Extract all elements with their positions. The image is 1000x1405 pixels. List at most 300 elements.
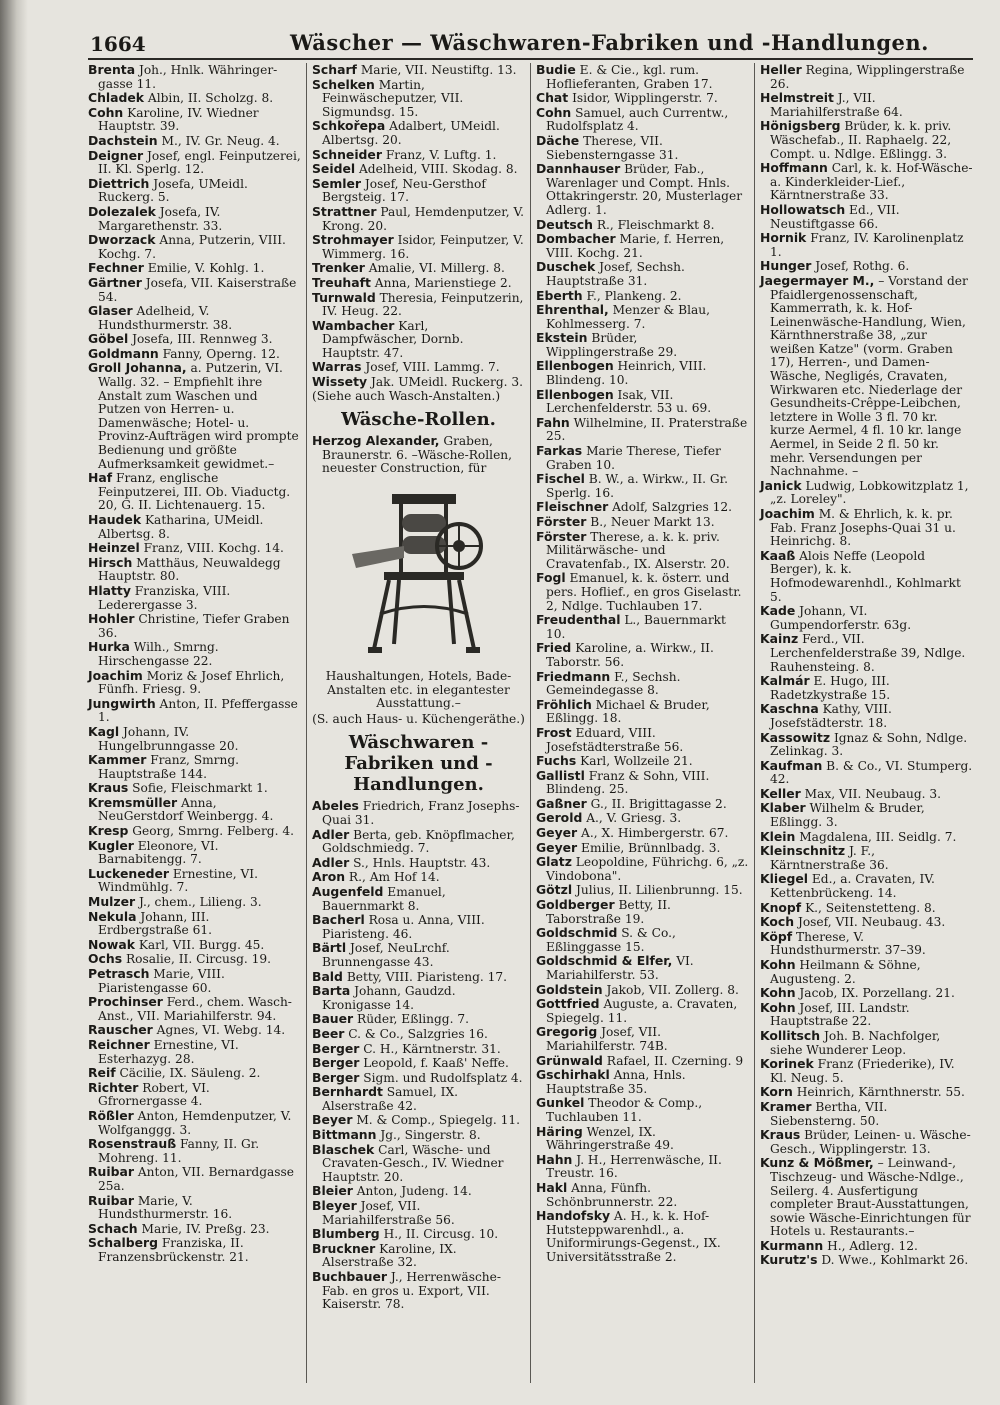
entry-text: – Leinwand-, Tischzeug- und Wäsche-Ndlge., Seilerg. 4. Ausfertigung completer Braut-Ausstattungen, sowie Wäsche-Einrichtungen für Hotels u. Restaurants.–	[770, 1156, 971, 1239]
directory-entry	[536, 303, 749, 331]
directory-entry	[312, 291, 525, 319]
entry-text: Johann, VI. Gumpendorferstr. 63g.	[770, 604, 912, 632]
directory-entry	[760, 844, 973, 872]
entry-name: Korinek	[760, 1056, 814, 1072]
directory-entry	[760, 930, 973, 958]
entry-name: Geyer	[536, 839, 578, 855]
directory-entry	[760, 63, 973, 91]
entry-name: Kagl	[88, 723, 120, 739]
entry-name: Schkořepa	[312, 118, 386, 134]
entry-name: Bleyer	[312, 1198, 357, 1214]
entry-name: Kliegel	[760, 871, 809, 887]
directory-entry	[536, 162, 749, 217]
entry-name: Reif	[88, 1065, 116, 1081]
directory-entry	[536, 1054, 749, 1069]
entry-name: Turnwald	[312, 289, 376, 305]
directory-entry	[536, 855, 749, 883]
entry-text: Franziska, VIII. Lederergasse 3.	[98, 583, 231, 612]
entry-name: Barta	[312, 983, 351, 999]
entry-text: Anna, Marienstiege 2.	[374, 275, 512, 290]
directory-entry	[88, 1236, 301, 1264]
entry-text: Anna, Fünfh. Schönbrunnerstr. 22.	[546, 1180, 678, 1209]
entry-name: Hornik	[760, 230, 807, 246]
entry-text: Anna, NeuGerstdorf Weinbergg. 4.	[98, 795, 274, 824]
directory-entry	[760, 203, 973, 231]
entry-text: Julius, II. Lilienbrunng. 15.	[575, 883, 743, 898]
directory-entry	[88, 304, 301, 332]
directory-entry	[536, 726, 749, 754]
column-divider	[306, 63, 307, 1383]
entry-name: Knopf	[760, 899, 802, 915]
entry-text: Franz, englische Feinputzerei, III. Ob. Viaductg. 20, G. II. Lichtenauerg. 15.	[98, 471, 291, 513]
entry-name: Augenfeld	[312, 883, 384, 899]
entry-text: Max, VII. Neubaug. 3.	[804, 786, 942, 801]
entry-text: Josef, Sechsh. Hauptstraße 31.	[546, 260, 685, 288]
entry-text: Amalie, VI. Millerg. 8.	[368, 261, 505, 276]
entry-name: Trenker	[312, 260, 365, 276]
entry-name: Nekula	[88, 908, 137, 924]
directory-entry	[536, 841, 749, 856]
entry-name: Dombacher	[536, 231, 616, 247]
entry-name: Göbel	[88, 331, 129, 347]
directory-entry	[760, 632, 973, 674]
directory-entry	[760, 702, 973, 730]
entry-name: Goldschmid & Elfer,	[536, 953, 673, 969]
entry-text: Karl, VII. Burgg. 45.	[138, 937, 265, 952]
entry-name: Ochs	[88, 951, 123, 967]
entry-name: Bleier	[312, 1183, 353, 1199]
entry-name: Fröhlich	[536, 696, 592, 712]
entry-name: Fleischner	[536, 499, 609, 515]
entry-name: Kugler	[88, 837, 134, 853]
entry-name: Glatz	[536, 854, 572, 870]
directory-entry	[760, 986, 973, 1001]
directory-entry	[88, 332, 301, 347]
entry-text: J., Herrenwäsche-Fab. en gros u. Export, VII. Kaiserstr. 78.	[322, 1270, 501, 1312]
entry-name: Heinzel	[88, 540, 140, 556]
entry-name: Abeles	[312, 798, 359, 814]
directory-entry	[88, 134, 301, 149]
entry-name: Kurmann	[760, 1237, 824, 1253]
entry-text: Betty, II. Taborstraße 19.	[546, 898, 671, 926]
column-divider	[754, 63, 755, 1383]
entry-name: Bernhardt	[312, 1084, 383, 1100]
directory-entry	[312, 1027, 525, 1042]
directory-entry	[536, 926, 749, 954]
entry-text: Leopoldine, Führichg. 6, „z. Vindobona".	[546, 855, 749, 883]
entry-text: Menzer & Blau, Kohlmesserg. 7.	[546, 303, 711, 331]
entry-text: Brüder, k. k. priv. Wäschefab., II. Raphaelg. 22, Compt. u. Ndlge. Eßlingg. 3.	[770, 119, 952, 161]
directory-entry	[312, 1199, 525, 1227]
entry-name: Hohler	[88, 611, 135, 627]
directory-entry	[88, 753, 301, 781]
entry-name: Klein	[760, 828, 796, 844]
entry-name: Wambacher	[312, 317, 395, 333]
entry-text: Josef, Rothg. 6.	[815, 259, 910, 274]
entry-name: Gottfried	[536, 996, 600, 1012]
entry-text: Fanny, II. Gr. Mohreng. 11.	[98, 1137, 260, 1165]
directory-entry	[312, 1143, 525, 1185]
directory-entry	[536, 1153, 749, 1181]
directory-entry	[88, 1023, 301, 1038]
entry-name: Heller	[760, 62, 802, 77]
directory-entry	[88, 781, 301, 796]
directory-entry	[760, 1239, 973, 1254]
entry-text: Kathy, VIII. Josefstädterstr. 18.	[770, 702, 892, 730]
entry-name: Kollitsch	[760, 1027, 821, 1043]
directory-entry	[760, 1156, 973, 1239]
entry-name: Grünwald	[536, 1052, 603, 1068]
entry-name: Eberth	[536, 287, 583, 303]
directory-entry	[760, 731, 973, 759]
directory-entry	[536, 1068, 749, 1096]
entry-text: Ludwig, Lobkowitzplatz 1, „z. Loreley".	[770, 478, 969, 507]
entry-text: Therese, V. Hundsthurmerstr. 37–39.	[770, 929, 926, 958]
directory-entry	[88, 1066, 301, 1081]
directory-entry	[88, 1081, 301, 1109]
entry-text: Samuel, auch Currentw., Rudolfsplatz 4.	[546, 105, 729, 134]
directory-entry	[536, 91, 749, 106]
entry-name: Däche	[536, 132, 580, 148]
directory-entry	[88, 1137, 301, 1165]
entry-text: Wenzel, IX. Währingerstraße 49.	[546, 1124, 674, 1153]
directory-entry	[312, 360, 525, 375]
directory-entry	[88, 205, 301, 233]
entry-name: Kohn	[760, 999, 796, 1015]
directory-entry	[312, 984, 525, 1012]
entry-text: Paul, Hemdenputzer, V. Krong. 20.	[322, 204, 525, 233]
entry-name: Strattner	[312, 203, 377, 219]
entry-text: Katharina, UMeidl. Albertsg. 8.	[98, 513, 264, 541]
entry-text: Samuel, IX. Alserstraße 42.	[322, 1085, 458, 1113]
directory-entry	[760, 958, 973, 986]
directory-entry	[760, 915, 973, 930]
entry-text: Marie, V. Hundsthurmerstr. 16.	[98, 1193, 233, 1222]
directory-entry	[760, 259, 973, 274]
directory-entry	[536, 898, 749, 926]
entry-text: Brüder, Leinen- u. Wäsche-Gesch., Wipplingerstr. 13.	[770, 1128, 971, 1156]
entry-name: Deutsch	[536, 216, 593, 232]
entry-text: Anna, Hnls. Hauptstraße 35.	[546, 1068, 686, 1096]
entry-text: Ferd., chem. Wasch-Anst., VII. Mariahilferstr. 94.	[98, 995, 292, 1023]
directory-entry	[88, 177, 301, 205]
entry-name: Dolezalek	[88, 203, 156, 219]
entry-name: Seidel	[312, 161, 356, 177]
directory-entry	[88, 471, 301, 513]
entry-name: Gaßner	[536, 795, 587, 811]
entry-text: Magdalena, III. Seidlg. 7.	[799, 829, 957, 844]
entry-text: Brüder, Fab., Warenlager und Compt. Hnls. Ottakringerstr. 20, Musterlager Adlerg. 1.	[546, 162, 743, 217]
directory-entry	[88, 1194, 301, 1222]
directory-entry	[760, 787, 973, 802]
entry-name: Buchbauer	[312, 1269, 387, 1284]
directory-entry	[760, 1253, 973, 1268]
entry-text: Johann, Gaudzd. Kronigasse 14.	[322, 984, 456, 1012]
entry-name: Jungwirth	[88, 695, 156, 711]
directory-entry	[536, 1096, 749, 1124]
directory-entry	[536, 1181, 749, 1209]
entry-name: Blaschek	[312, 1141, 375, 1157]
entry-name: Groll Johanna,	[88, 360, 187, 376]
entry-text: Bertha, VII. Siebensterng. 50.	[770, 1099, 888, 1128]
directory-entry	[312, 828, 525, 856]
directory-entry	[536, 613, 749, 641]
binding-shadow	[0, 0, 28, 1405]
entry-name: Fogl	[536, 570, 566, 586]
entry-name: Cohn	[536, 104, 572, 120]
column-1	[88, 63, 301, 1264]
entry-name: Götzl	[536, 882, 573, 898]
entry-text: Josef, NeuLrchf. Brunnengasse 43.	[322, 941, 450, 969]
directory-entry	[88, 584, 301, 612]
directory-entry	[536, 472, 749, 500]
entry-name: Förster	[536, 514, 587, 529]
entry-text: A. H., k. k. Hof-Hutsteppwarenhdl., a. Uniformirungs-Gegenst., IX. Universitätsstraße 2.	[546, 1209, 721, 1264]
column-2-entries-top	[312, 63, 525, 403]
entry-name: Bacherl	[312, 912, 365, 928]
entry-text: Karl, Dampfwäscher, Dornb. Hauptstr. 47.	[322, 318, 464, 360]
entry-name: Mulzer	[88, 894, 136, 910]
directory-entry	[536, 754, 749, 769]
entry-name: Deigner	[88, 147, 144, 163]
entry-text: G., II. Brigittagasse 2.	[590, 796, 727, 811]
directory-entry	[88, 541, 301, 556]
entry-text: Therese, VII. Siebensterngasse 31.	[546, 133, 679, 162]
directory-entry	[312, 177, 525, 205]
directory-entry	[88, 149, 301, 177]
entry-name: Cohn	[88, 104, 124, 120]
directory-entry	[88, 1109, 301, 1137]
entry-text: Anton, VII. Bernardgasse 25a.	[98, 1165, 295, 1193]
entry-name: Friedmann	[536, 668, 611, 684]
entry-text: M. & Ehrlich, k. k. pr. Fab. Franz Josephs-Quai 31 u. Heinrichg. 8.	[770, 507, 956, 549]
entry-text: Heinrich, Kärnthnerstr. 55.	[796, 1085, 965, 1100]
entry-text: Albin, II. Scholzg. 8.	[147, 91, 274, 106]
entry-name: Hunger	[760, 258, 812, 274]
directory-entry	[760, 604, 973, 632]
entry-text: Josef, III. Landstr. Hauptstraße 22.	[770, 1000, 910, 1029]
entry-name: Bärtl	[312, 940, 347, 956]
entry-name: Beer	[312, 1025, 345, 1041]
directory-entry	[760, 674, 973, 702]
directory-entry	[312, 276, 525, 291]
entry-text: Josefa, III. Rennweg 3.	[132, 332, 273, 347]
entry-name: Goldstein	[536, 981, 603, 997]
entry-text: Theodor & Comp., Tuchlauben 11.	[546, 1096, 703, 1124]
directory-entry	[312, 941, 525, 969]
entry-name: Berger	[312, 1040, 360, 1056]
directory-entry	[536, 883, 749, 898]
entry-name: Semler	[312, 175, 361, 191]
directory-entry	[312, 1012, 525, 1027]
entry-text: Heilmann & Söhne, Augusteng. 2.	[770, 958, 921, 986]
directory-entry	[312, 870, 525, 885]
entry-name: Freudenthal	[536, 612, 621, 628]
entry-name: Helmstreit	[760, 90, 834, 106]
entry-text: Wilh., Smrng. Hirschengasse 22.	[98, 640, 219, 668]
entry-text: Jakob, VII. Zollerg. 8.	[606, 982, 739, 997]
entry-text: Rüder, Eßlingg. 7.	[357, 1012, 469, 1027]
directory-entry	[536, 954, 749, 982]
directory-entry	[312, 119, 525, 147]
directory-entry	[760, 830, 973, 845]
entry-text: Karoline, IX. Alserstraße 32.	[322, 1241, 457, 1270]
directory-entry	[88, 669, 301, 697]
entry-name: Hollowatsch	[760, 201, 846, 217]
entry-name: Dworzack	[88, 232, 156, 248]
entry-text: Joh. B. Nachfolger, siehe Wunderer Leop.	[770, 1028, 941, 1057]
entry-name: Rauscher	[88, 1022, 153, 1038]
entry-text: S., Hnls. Hauptstr. 43.	[353, 855, 491, 870]
entry-text: J., chem., Lilieng. 3.	[139, 895, 262, 910]
directory-entry	[760, 801, 973, 829]
entry-text: Josef, VII. Mariahilferstraße 56.	[322, 1199, 455, 1227]
entry-name: Goldmann	[88, 345, 159, 361]
entry-text: Christine, Tiefer Graben 36.	[98, 612, 290, 640]
entry-text: Anton, Hemdenputzer, V. Wolfganggg. 3.	[98, 1108, 292, 1137]
directory-entry	[88, 967, 301, 995]
column-2	[312, 63, 525, 1312]
column-4	[760, 63, 973, 1268]
entry-text: Wilhelmine, II. Praterstraße 25.	[546, 415, 748, 444]
entry-name: Kraus	[88, 780, 129, 796]
entry-text: L., Bauernmarkt 10.	[546, 613, 726, 641]
directory-entry	[536, 63, 749, 91]
directory-entry	[88, 513, 301, 541]
entry-name: Koch	[760, 914, 795, 930]
entry-text: Leopold, f. Kaaß' Neffe.	[363, 1056, 509, 1071]
entry-text: R., Fleischmarkt 8.	[596, 217, 715, 232]
entry-name: Keller	[760, 785, 801, 801]
directory-entry	[88, 952, 301, 967]
entry-name: Treuhaft	[312, 274, 371, 290]
directory-entry	[760, 161, 973, 203]
entry-text: B. W., a. Wirkw., II. Gr. Sperlg. 16.	[546, 472, 729, 500]
directory-entry	[536, 359, 749, 387]
directory-entry	[760, 1029, 973, 1057]
entry-text: F., Plankeng. 2.	[586, 288, 682, 303]
entry-name: Hahn	[536, 1151, 573, 1167]
entry-text: Matthäus, Neuwaldegg Hauptstr. 80.	[98, 555, 281, 584]
entry-name: Prochinser	[88, 994, 163, 1010]
entry-name: Bald	[312, 968, 343, 984]
entry-text: Wilhelm & Bruder, Eßlingg. 3.	[770, 801, 925, 830]
entry-text: Franz, VIII. Kochg. 14.	[143, 541, 284, 556]
entry-name: Hakl	[536, 1179, 568, 1195]
entry-text: Brüder, Wipplingerstraße 29.	[546, 331, 678, 359]
directory-entry	[760, 479, 973, 507]
entry-text: Ignaz & Sohn, Ndlge. Zelinkag. 3.	[770, 730, 968, 759]
directory-entry	[760, 274, 973, 479]
directory-entry	[88, 824, 301, 839]
entry-name: Ruibar	[88, 1192, 134, 1208]
directory-entry	[536, 1209, 749, 1264]
entry-name: Kade	[760, 603, 796, 619]
directory-entry	[760, 872, 973, 900]
directory-entry	[88, 556, 301, 584]
entry-text: Sigm. und Rudolfsplatz 4.	[363, 1070, 523, 1085]
entry-text: H., Adlerg. 12.	[827, 1238, 918, 1253]
directory-entry	[88, 697, 301, 725]
entry-name: Bittmann	[312, 1127, 377, 1143]
directory-entry	[312, 799, 525, 827]
entry-name: Duschek	[536, 259, 596, 275]
entry-name: Korn	[760, 1084, 793, 1100]
entry-text: Johann, IV. Hungelbrunngasse 20.	[98, 724, 239, 753]
directory-entry	[88, 91, 301, 106]
entry-text: Theresia, Feinputzerin, IV. Heug. 22.	[322, 290, 524, 319]
directory-entry	[88, 276, 301, 304]
entry-name: Ehrenthal,	[536, 302, 609, 318]
entry-text: Emilie, V. Kohlg. 1.	[147, 261, 265, 276]
entry-name: Geyer	[536, 825, 578, 841]
entry-text: A., X. Himbergerstr. 67.	[581, 826, 729, 841]
entry-name: Joachim	[88, 667, 143, 683]
directory-entry	[312, 1113, 525, 1128]
entry-text: B. & Co., VI. Stumperg. 42.	[770, 758, 973, 787]
entry-name: Fischel	[536, 471, 585, 487]
page-title: Wäscher — Wäschwaren-Fabriken und -Handlungen.	[290, 30, 929, 55]
directory-entry	[312, 162, 525, 177]
entry-name: Kohn	[760, 985, 796, 1001]
entry-text: Adolf, Salzgries 12.	[612, 500, 732, 515]
directory-entry	[88, 725, 301, 753]
entry-name: Hirsch	[88, 554, 133, 570]
directory-entry	[536, 641, 749, 669]
directory-entry	[760, 901, 973, 916]
entry-text: Georg, Smrng. Felberg. 4.	[132, 824, 294, 839]
directory-entry	[536, 515, 749, 530]
entry-name: Hönigsberg	[760, 118, 841, 134]
entry-text: Marie, VIII. Piaristengasse 60.	[98, 967, 225, 995]
entry-name: Joachim	[760, 506, 815, 521]
entry-name: Kammer	[88, 752, 147, 768]
directory-entry	[536, 289, 749, 304]
entry-name: Fahn	[536, 414, 570, 430]
entry-text: Rosa u. Anna, VIII. Piaristeng. 46.	[322, 913, 485, 941]
directory-entry	[88, 995, 301, 1023]
entry-text: K., Seitenstetteng. 8.	[805, 900, 936, 915]
entry-name: Beyer	[312, 1112, 353, 1128]
entry-name: Schach	[88, 1220, 138, 1236]
entry-text: Marie Therese, Tiefer Graben 10.	[546, 444, 721, 472]
directory-entry	[312, 885, 525, 913]
entry-name: Kassowitz	[760, 729, 831, 745]
entry-name: Kresp	[88, 823, 129, 839]
entry-name: Dannhauser	[536, 161, 621, 177]
entry-name: Haf	[88, 470, 113, 486]
directory-entry	[760, 549, 973, 604]
entry-text: Franz (Friederike), IV. Kl. Neug. 5.	[770, 1057, 955, 1085]
entry-name: Bauer	[312, 1011, 354, 1027]
directory-entry	[760, 1057, 973, 1085]
directory-entry	[312, 970, 525, 985]
entry-text: – Vorstand der Pfaidlergenossenschaft, Kammerrath, k. k. Hof-Leinenwäsche-Handlung, Wien, Kärnthnerstraße 38, „zur weißen Katze" (vorm. Graben 17), Herren-, und Damen-Wäsche, Negligés, Cravaten, Wirkwaren etc. Niederlage der Gesundheits-Crêppe-Leibchen, letztere in Wolle 3 fl. 70 kr. kurze Aermel, 4 fl. 10 kr. lange Aermel, in Seide 2 fl. 50 kr. mehr. Versendungen per Nachnahme. –	[770, 273, 968, 479]
entry-text: Jacob, IX. Porzellang. 21.	[799, 986, 955, 1001]
entry-name: Ekstein	[536, 330, 588, 346]
entry-text: Carl, Wäsche- und Cravaten-Gesch., IV. Wiedner Hauptstr. 20.	[322, 1142, 504, 1184]
entry-name: Köpf	[760, 928, 793, 944]
entry-text: Isak, VII. Lerchenfelderstr. 53 u. 69.	[546, 387, 712, 416]
entry-name: Fuchs	[536, 753, 577, 769]
directory-entry	[312, 1056, 525, 1071]
directory-entry	[88, 1165, 301, 1193]
directory-entry	[88, 63, 301, 91]
entry-name: Luckeneder	[88, 865, 169, 881]
entry-name: Reichner	[88, 1036, 150, 1052]
entry-name: Kramer	[760, 1098, 812, 1114]
entry-text: Betty, VIII. Piaristeng. 17.	[346, 969, 508, 984]
